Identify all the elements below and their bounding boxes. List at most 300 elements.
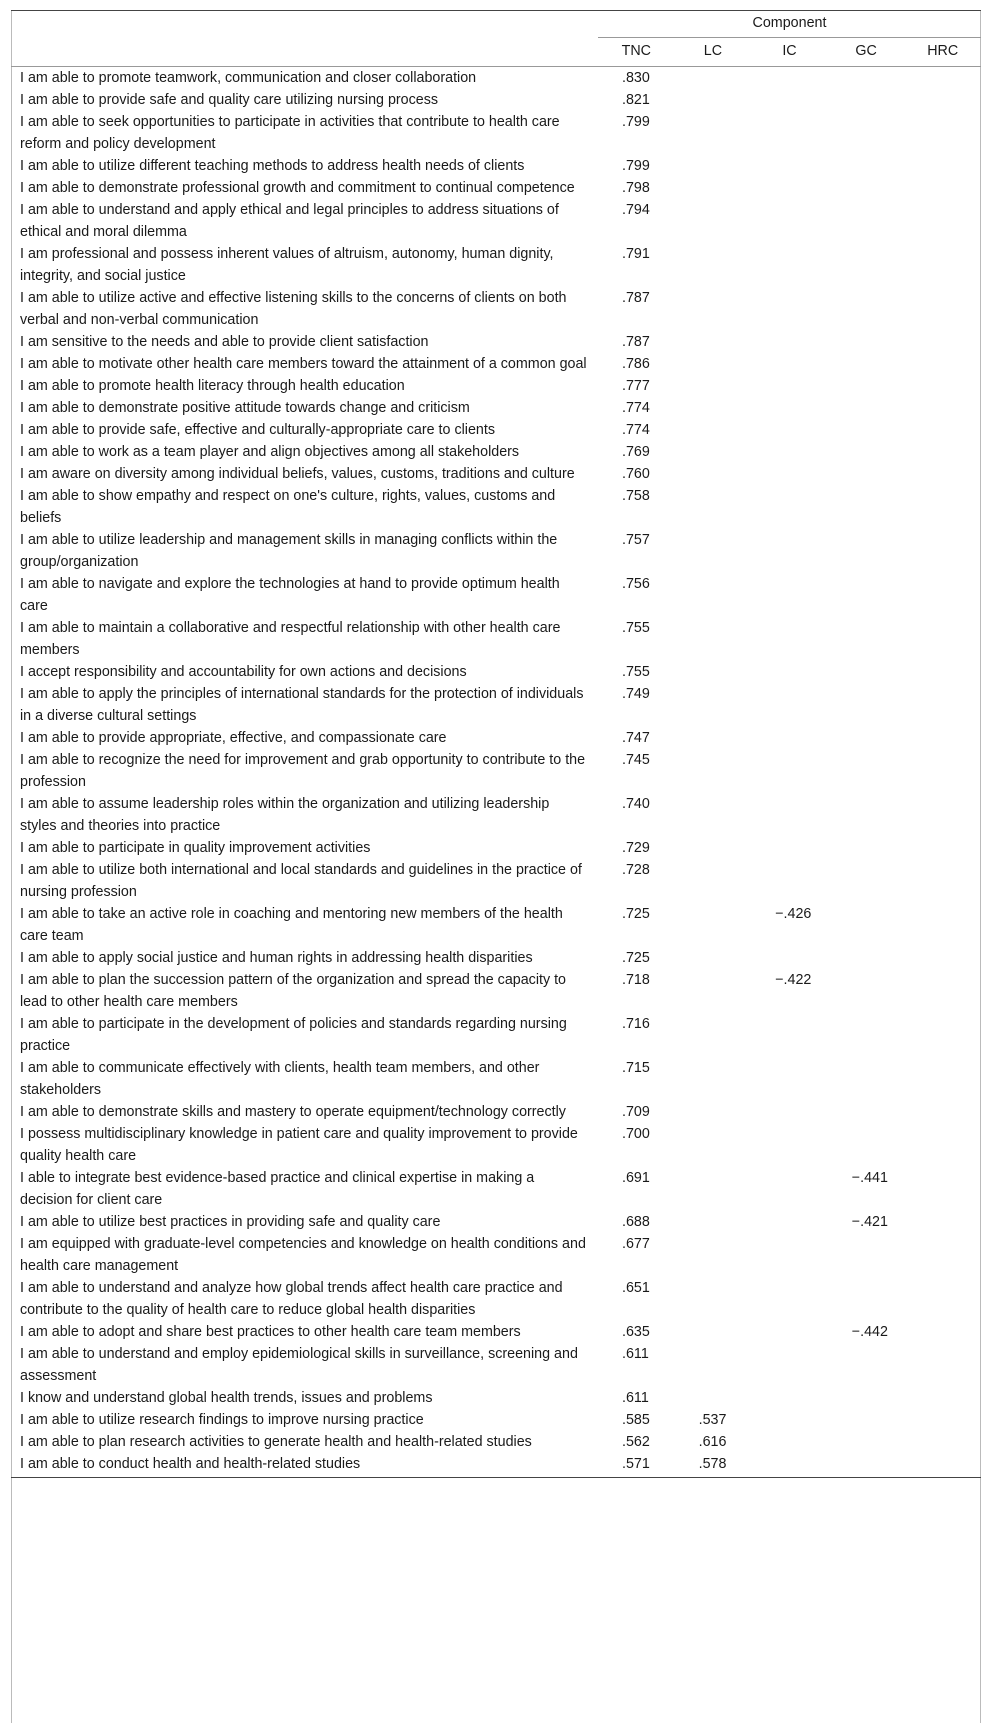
loading-gc <box>828 1409 905 1431</box>
loading-tnc: .755 <box>622 664 650 680</box>
loading-gc <box>828 375 905 397</box>
table-row <box>11 155 981 177</box>
table-row <box>11 947 981 969</box>
loading-lc: .616 <box>698 1434 727 1450</box>
loading-gc <box>828 463 905 485</box>
item-label: I am able to utilize different teaching methods to address health needs of clients <box>20 158 525 174</box>
loading-gc <box>828 353 905 375</box>
loading-tnc: .688 <box>622 1214 650 1230</box>
table-row <box>11 67 981 90</box>
item-label: I am able to participate in quality improvement activities <box>20 840 371 856</box>
loading-lc <box>675 1013 752 1057</box>
loading-lc <box>675 397 752 419</box>
table-row <box>11 441 981 463</box>
loading-gc: −.441 <box>851 1170 888 1186</box>
loading-hrc <box>904 1167 981 1211</box>
item-label: I am able to apply the principles of international standards for the protection of individuals in a diverse cultural settings <box>20 686 584 724</box>
factor-loading-table <box>11 10 981 1478</box>
table-row <box>11 331 981 353</box>
item-label: I am professional and possess inherent values of altruism, autonomy, human dignity, integrity, and social justice <box>20 246 554 284</box>
table-row <box>11 1453 981 1478</box>
table-row <box>11 375 981 397</box>
header-col-lc: LC <box>675 38 752 67</box>
loading-gc <box>828 331 905 353</box>
loading-tnc: .786 <box>622 356 650 372</box>
loading-ic <box>751 1321 828 1343</box>
table-row <box>11 1409 981 1431</box>
loading-ic <box>751 463 828 485</box>
item-label: I know and understand global health trends, issues and problems <box>20 1390 433 1406</box>
loading-ic <box>751 1387 828 1409</box>
loading-gc <box>828 287 905 331</box>
loading-gc <box>828 67 905 90</box>
item-label: I am able to utilize both international and local standards and guidelines in the practice of nursing profession <box>20 862 582 900</box>
table-row <box>11 1123 981 1167</box>
loading-tnc: .691 <box>622 1170 650 1186</box>
table-row <box>11 1387 981 1409</box>
loading-gc <box>828 903 905 947</box>
item-label: I am able to demonstrate professional growth and commitment to continual competence <box>20 180 575 196</box>
table-row <box>11 243 981 287</box>
loading-hrc <box>904 155 981 177</box>
loading-lc <box>675 1057 752 1101</box>
loading-tnc: .635 <box>622 1324 650 1340</box>
loading-tnc: .830 <box>622 70 650 86</box>
loading-hrc <box>904 529 981 573</box>
loading-hrc <box>904 1321 981 1343</box>
loading-gc <box>828 419 905 441</box>
loading-gc <box>828 111 905 155</box>
loading-ic <box>751 727 828 749</box>
loading-gc <box>828 1101 905 1123</box>
header-col-hrc: HRC <box>904 38 981 67</box>
factor-loading-table-container <box>11 10 981 1478</box>
loading-ic <box>751 617 828 661</box>
loading-tnc: .747 <box>622 730 650 746</box>
header-item-cell <box>11 38 598 67</box>
loading-tnc: .821 <box>622 92 650 108</box>
loading-ic <box>751 155 828 177</box>
table-row <box>11 1431 981 1453</box>
loading-lc <box>675 1277 752 1321</box>
loading-gc <box>828 1013 905 1057</box>
table-row <box>11 969 981 1013</box>
loading-lc <box>675 1211 752 1233</box>
loading-ic <box>751 1123 828 1167</box>
loading-gc <box>828 727 905 749</box>
loading-hrc <box>904 89 981 111</box>
loading-lc <box>675 683 752 727</box>
table-row <box>11 793 981 837</box>
loading-hrc <box>904 353 981 375</box>
item-label: I am able to provide safe, effective and culturally-appropriate care to clients <box>20 422 495 438</box>
loading-tnc: .728 <box>622 862 650 878</box>
loading-hrc <box>904 199 981 243</box>
loading-tnc: .756 <box>622 576 650 592</box>
table-row <box>11 89 981 111</box>
loading-tnc: .709 <box>622 1104 650 1120</box>
header-row-group <box>11 11 981 38</box>
item-label: I am able to recognize the need for improvement and grab opportunity to contribute to the profession <box>20 752 586 790</box>
loading-ic <box>751 1013 828 1057</box>
loading-ic <box>751 485 828 529</box>
loading-hrc <box>904 859 981 903</box>
loading-hrc <box>904 1233 981 1277</box>
loading-tnc: .571 <box>598 1453 675 1478</box>
table-header <box>11 11 981 67</box>
loading-tnc: .799 <box>622 114 650 130</box>
loading-ic <box>751 1409 828 1431</box>
loading-lc <box>675 243 752 287</box>
loading-gc <box>828 1057 905 1101</box>
loading-ic <box>751 859 828 903</box>
loading-hrc <box>904 441 981 463</box>
loading-tnc: .755 <box>622 620 650 636</box>
loading-ic <box>751 441 828 463</box>
table-row <box>11 485 981 529</box>
item-label: I am able to utilize active and effective listening skills to the concerns of clients on both verbal and non-verbal communication <box>20 290 567 328</box>
loading-tnc: .585 <box>622 1412 650 1428</box>
loading-ic <box>751 573 828 617</box>
loading-lc <box>675 727 752 749</box>
table-row <box>11 573 981 617</box>
table-row <box>11 1057 981 1101</box>
item-label: I am able to communicate effectively with clients, health team members, and other stakeholders <box>20 1060 540 1098</box>
item-label: I am able to conduct health and health-related studies <box>11 1453 598 1478</box>
loading-hrc <box>904 837 981 859</box>
loading-gc: −.421 <box>851 1214 888 1230</box>
table-row <box>11 727 981 749</box>
loading-gc <box>828 617 905 661</box>
table-row <box>11 353 981 375</box>
loading-tnc: .716 <box>622 1016 650 1032</box>
loading-lc <box>675 441 752 463</box>
loading-hrc <box>904 661 981 683</box>
loading-hrc <box>904 375 981 397</box>
loading-ic <box>751 1167 828 1211</box>
loading-lc <box>675 969 752 1013</box>
loading-lc <box>675 155 752 177</box>
loading-gc <box>828 155 905 177</box>
item-label: I am able to utilize best practices in providing safe and quality care <box>20 1214 441 1230</box>
loading-gc <box>828 243 905 287</box>
loading-tnc: .799 <box>622 158 650 174</box>
loading-ic <box>751 1453 828 1478</box>
loading-ic <box>751 177 828 199</box>
loading-tnc: .718 <box>622 972 650 988</box>
table-row <box>11 1233 981 1277</box>
loading-lc <box>675 177 752 199</box>
loading-lc: .537 <box>698 1412 727 1428</box>
loading-ic <box>751 683 828 727</box>
loading-gc <box>828 1453 905 1478</box>
loading-gc <box>828 529 905 573</box>
loading-lc <box>675 287 752 331</box>
item-label: I am able to work as a team player and align objectives among all stakeholders <box>20 444 520 460</box>
item-label: I am able to plan research activities to generate health and health-related studies <box>20 1434 532 1450</box>
loading-lc <box>675 859 752 903</box>
table-row <box>11 419 981 441</box>
loading-lc <box>675 1167 752 1211</box>
table-row <box>11 903 981 947</box>
table-body <box>11 67 981 1478</box>
loading-ic: −.422 <box>775 972 812 988</box>
loading-tnc: .774 <box>622 400 650 416</box>
loading-ic <box>751 331 828 353</box>
item-label: I am able to maintain a collaborative and respectful relationship with other health care members <box>20 620 561 658</box>
item-label: I am able to promote health literacy through health education <box>20 378 405 394</box>
item-label: I accept responsibility and accountability for own actions and decisions <box>20 664 467 680</box>
table-row <box>11 287 981 331</box>
loading-tnc: .794 <box>622 202 650 218</box>
table-row <box>11 1167 981 1211</box>
loading-lc <box>675 903 752 947</box>
loading-hrc <box>904 749 981 793</box>
item-label: I able to integrate best evidence-based practice and clinical expertise in making a decision for client care <box>20 1170 535 1208</box>
loading-ic <box>751 243 828 287</box>
loading-tnc: .749 <box>622 686 650 702</box>
loading-tnc: .787 <box>622 334 650 350</box>
loading-lc <box>675 1321 752 1343</box>
item-label: I am able to utilize research findings to improve nursing practice <box>20 1412 424 1428</box>
loading-tnc: .611 <box>622 1390 649 1406</box>
loading-tnc: .729 <box>622 840 650 856</box>
loading-ic <box>751 1343 828 1387</box>
header-col-gc: GC <box>828 38 905 67</box>
table-row <box>11 463 981 485</box>
item-label: I am able to demonstrate positive attitude towards change and criticism <box>20 400 470 416</box>
loading-lc <box>675 749 752 793</box>
loading-hrc <box>904 903 981 947</box>
item-label: I am sensitive to the needs and able to provide client satisfaction <box>20 334 429 350</box>
loading-tnc: .725 <box>622 950 650 966</box>
loading-ic <box>751 111 828 155</box>
loading-ic <box>751 89 828 111</box>
loading-hrc <box>904 727 981 749</box>
loading-tnc: .715 <box>622 1060 650 1076</box>
loading-tnc: .757 <box>622 532 650 548</box>
loading-hrc <box>904 1057 981 1101</box>
loading-tnc: .787 <box>622 290 650 306</box>
table-row <box>11 111 981 155</box>
loading-hrc <box>904 573 981 617</box>
loading-ic <box>751 67 828 90</box>
loading-ic <box>751 837 828 859</box>
loading-tnc: .562 <box>622 1434 650 1450</box>
loading-hrc <box>904 287 981 331</box>
header-component-label: Component <box>598 11 981 38</box>
loading-tnc: .791 <box>622 246 650 262</box>
loading-hrc <box>904 419 981 441</box>
loading-tnc: .611 <box>622 1346 649 1362</box>
table-row <box>11 529 981 573</box>
loading-lc <box>675 353 752 375</box>
loading-gc <box>828 177 905 199</box>
item-label: I am able to motivate other health care members toward the attainment of a common goal <box>20 356 587 372</box>
loading-gc <box>828 661 905 683</box>
loading-tnc: .725 <box>622 906 650 922</box>
loading-lc <box>675 67 752 90</box>
loading-tnc: .774 <box>622 422 650 438</box>
loading-lc <box>675 463 752 485</box>
loading-hrc <box>904 1013 981 1057</box>
table-row <box>11 661 981 683</box>
loading-ic <box>751 199 828 243</box>
loading-hrc <box>904 1431 981 1453</box>
loading-ic <box>751 1211 828 1233</box>
loading-hrc <box>904 793 981 837</box>
loading-gc <box>828 1387 905 1409</box>
loading-lc <box>675 573 752 617</box>
loading-hrc <box>904 1277 981 1321</box>
loading-hrc <box>904 1123 981 1167</box>
table-row <box>11 617 981 661</box>
loading-tnc: .745 <box>622 752 650 768</box>
loading-gc <box>828 793 905 837</box>
table-row <box>11 397 981 419</box>
loading-hrc <box>904 397 981 419</box>
loading-lc <box>675 485 752 529</box>
loading-ic <box>751 947 828 969</box>
loading-gc <box>828 1123 905 1167</box>
table-row <box>11 859 981 903</box>
loading-lc <box>675 1123 752 1167</box>
loading-gc <box>828 89 905 111</box>
loading-ic <box>751 749 828 793</box>
loading-lc <box>675 837 752 859</box>
loading-ic <box>751 1431 828 1453</box>
item-label: I am able to apply social justice and human rights in addressing health disparities <box>20 950 533 966</box>
loading-hrc <box>904 177 981 199</box>
loading-lc <box>675 1387 752 1409</box>
loading-ic <box>751 419 828 441</box>
loading-lc <box>675 529 752 573</box>
loading-lc <box>675 1343 752 1387</box>
loading-lc <box>675 111 752 155</box>
loading-hrc <box>904 1453 981 1478</box>
loading-hrc <box>904 617 981 661</box>
item-label: I am able to adopt and share best practices to other health care team members <box>20 1324 521 1340</box>
table-row <box>11 749 981 793</box>
loading-lc <box>675 331 752 353</box>
loading-hrc <box>904 1101 981 1123</box>
item-label: I am equipped with graduate-level competencies and knowledge on health conditions and health care management <box>20 1236 586 1274</box>
table-row <box>11 1211 981 1233</box>
loading-gc <box>828 1277 905 1321</box>
table-row <box>11 1277 981 1321</box>
item-label: I am able to take an active role in coaching and mentoring new members of the health care team <box>20 906 563 944</box>
loading-hrc <box>904 463 981 485</box>
table-row <box>11 1101 981 1123</box>
item-label: I possess multidisciplinary knowledge in patient care and quality improvement to provide quality health care <box>20 1126 578 1164</box>
loading-ic: −.426 <box>775 906 812 922</box>
loading-ic <box>751 529 828 573</box>
loading-hrc <box>904 67 981 90</box>
loading-gc <box>828 947 905 969</box>
table-row <box>11 683 981 727</box>
table-row <box>11 837 981 859</box>
loading-tnc: .651 <box>622 1280 650 1296</box>
loading-ic <box>751 287 828 331</box>
loading-hrc <box>904 1343 981 1387</box>
loading-lc <box>675 617 752 661</box>
loading-ic <box>751 397 828 419</box>
loading-lc <box>675 793 752 837</box>
loading-hrc <box>904 243 981 287</box>
item-label: I am able to participate in the development of policies and standards regarding nursing practice <box>20 1016 567 1054</box>
loading-lc: .578 <box>675 1453 752 1478</box>
loading-gc <box>828 199 905 243</box>
loading-ic <box>751 1233 828 1277</box>
loading-lc <box>675 89 752 111</box>
loading-lc <box>675 1101 752 1123</box>
loading-tnc: .769 <box>622 444 650 460</box>
table-row <box>11 1013 981 1057</box>
loading-gc <box>828 397 905 419</box>
loading-ic <box>751 793 828 837</box>
loading-gc <box>828 969 905 1013</box>
item-label: I am able to show empathy and respect on one's culture, rights, values, customs and beliefs <box>20 488 556 526</box>
loading-hrc <box>904 111 981 155</box>
loading-lc <box>675 661 752 683</box>
loading-gc <box>828 749 905 793</box>
loading-ic <box>751 1277 828 1321</box>
table-row <box>11 199 981 243</box>
loading-gc <box>828 441 905 463</box>
item-label: I am able to understand and employ epidemiological skills in surveillance, screening and assessment <box>20 1346 578 1384</box>
table-row <box>11 1343 981 1387</box>
loading-tnc: .758 <box>622 488 650 504</box>
loading-ic <box>751 1101 828 1123</box>
header-col-tnc: TNC <box>598 38 675 67</box>
loading-lc <box>675 1233 752 1277</box>
loading-gc <box>828 1233 905 1277</box>
loading-tnc: .777 <box>622 378 650 394</box>
table-row <box>11 1321 981 1343</box>
item-label: I am able to understand and analyze how global trends affect health care practice and contribute to the quality of health care to reduce global health disparities <box>20 1280 563 1318</box>
header-row-columns <box>11 38 981 67</box>
table-row <box>11 177 981 199</box>
item-label: I am able to promote teamwork, communication and closer collaboration <box>20 70 477 86</box>
item-label: I am able to plan the succession pattern of the organization and spread the capacity to lead to other health care members <box>20 972 567 1010</box>
item-label: I am able to understand and apply ethical and legal principles to address situations of ethical and moral dilemma <box>20 202 559 240</box>
loading-gc <box>828 1431 905 1453</box>
loading-lc <box>675 947 752 969</box>
loading-tnc: .798 <box>622 180 650 196</box>
item-label: I am able to assume leadership roles within the organization and utilizing leadership styles and theories into practice <box>20 796 550 834</box>
loading-ic <box>751 661 828 683</box>
item-label: I am able to provide safe and quality care utilizing nursing process <box>20 92 439 108</box>
loading-hrc <box>904 485 981 529</box>
loading-hrc <box>904 1387 981 1409</box>
loading-gc <box>828 485 905 529</box>
loading-tnc: .760 <box>622 466 650 482</box>
loading-hrc <box>904 969 981 1013</box>
item-label: I am aware on diversity among individual beliefs, values, customs, traditions and culture <box>20 466 575 482</box>
loading-gc: −.442 <box>851 1324 888 1340</box>
loading-gc <box>828 1343 905 1387</box>
loading-hrc <box>904 683 981 727</box>
loading-gc <box>828 683 905 727</box>
item-label: I am able to utilize leadership and management skills in managing conflicts within the group/organization <box>20 532 558 570</box>
loading-hrc <box>904 947 981 969</box>
loading-lc <box>675 199 752 243</box>
loading-tnc: .700 <box>622 1126 650 1142</box>
loading-ic <box>751 353 828 375</box>
loading-tnc: .677 <box>622 1236 650 1252</box>
loading-lc <box>675 375 752 397</box>
loading-tnc: .740 <box>622 796 650 812</box>
